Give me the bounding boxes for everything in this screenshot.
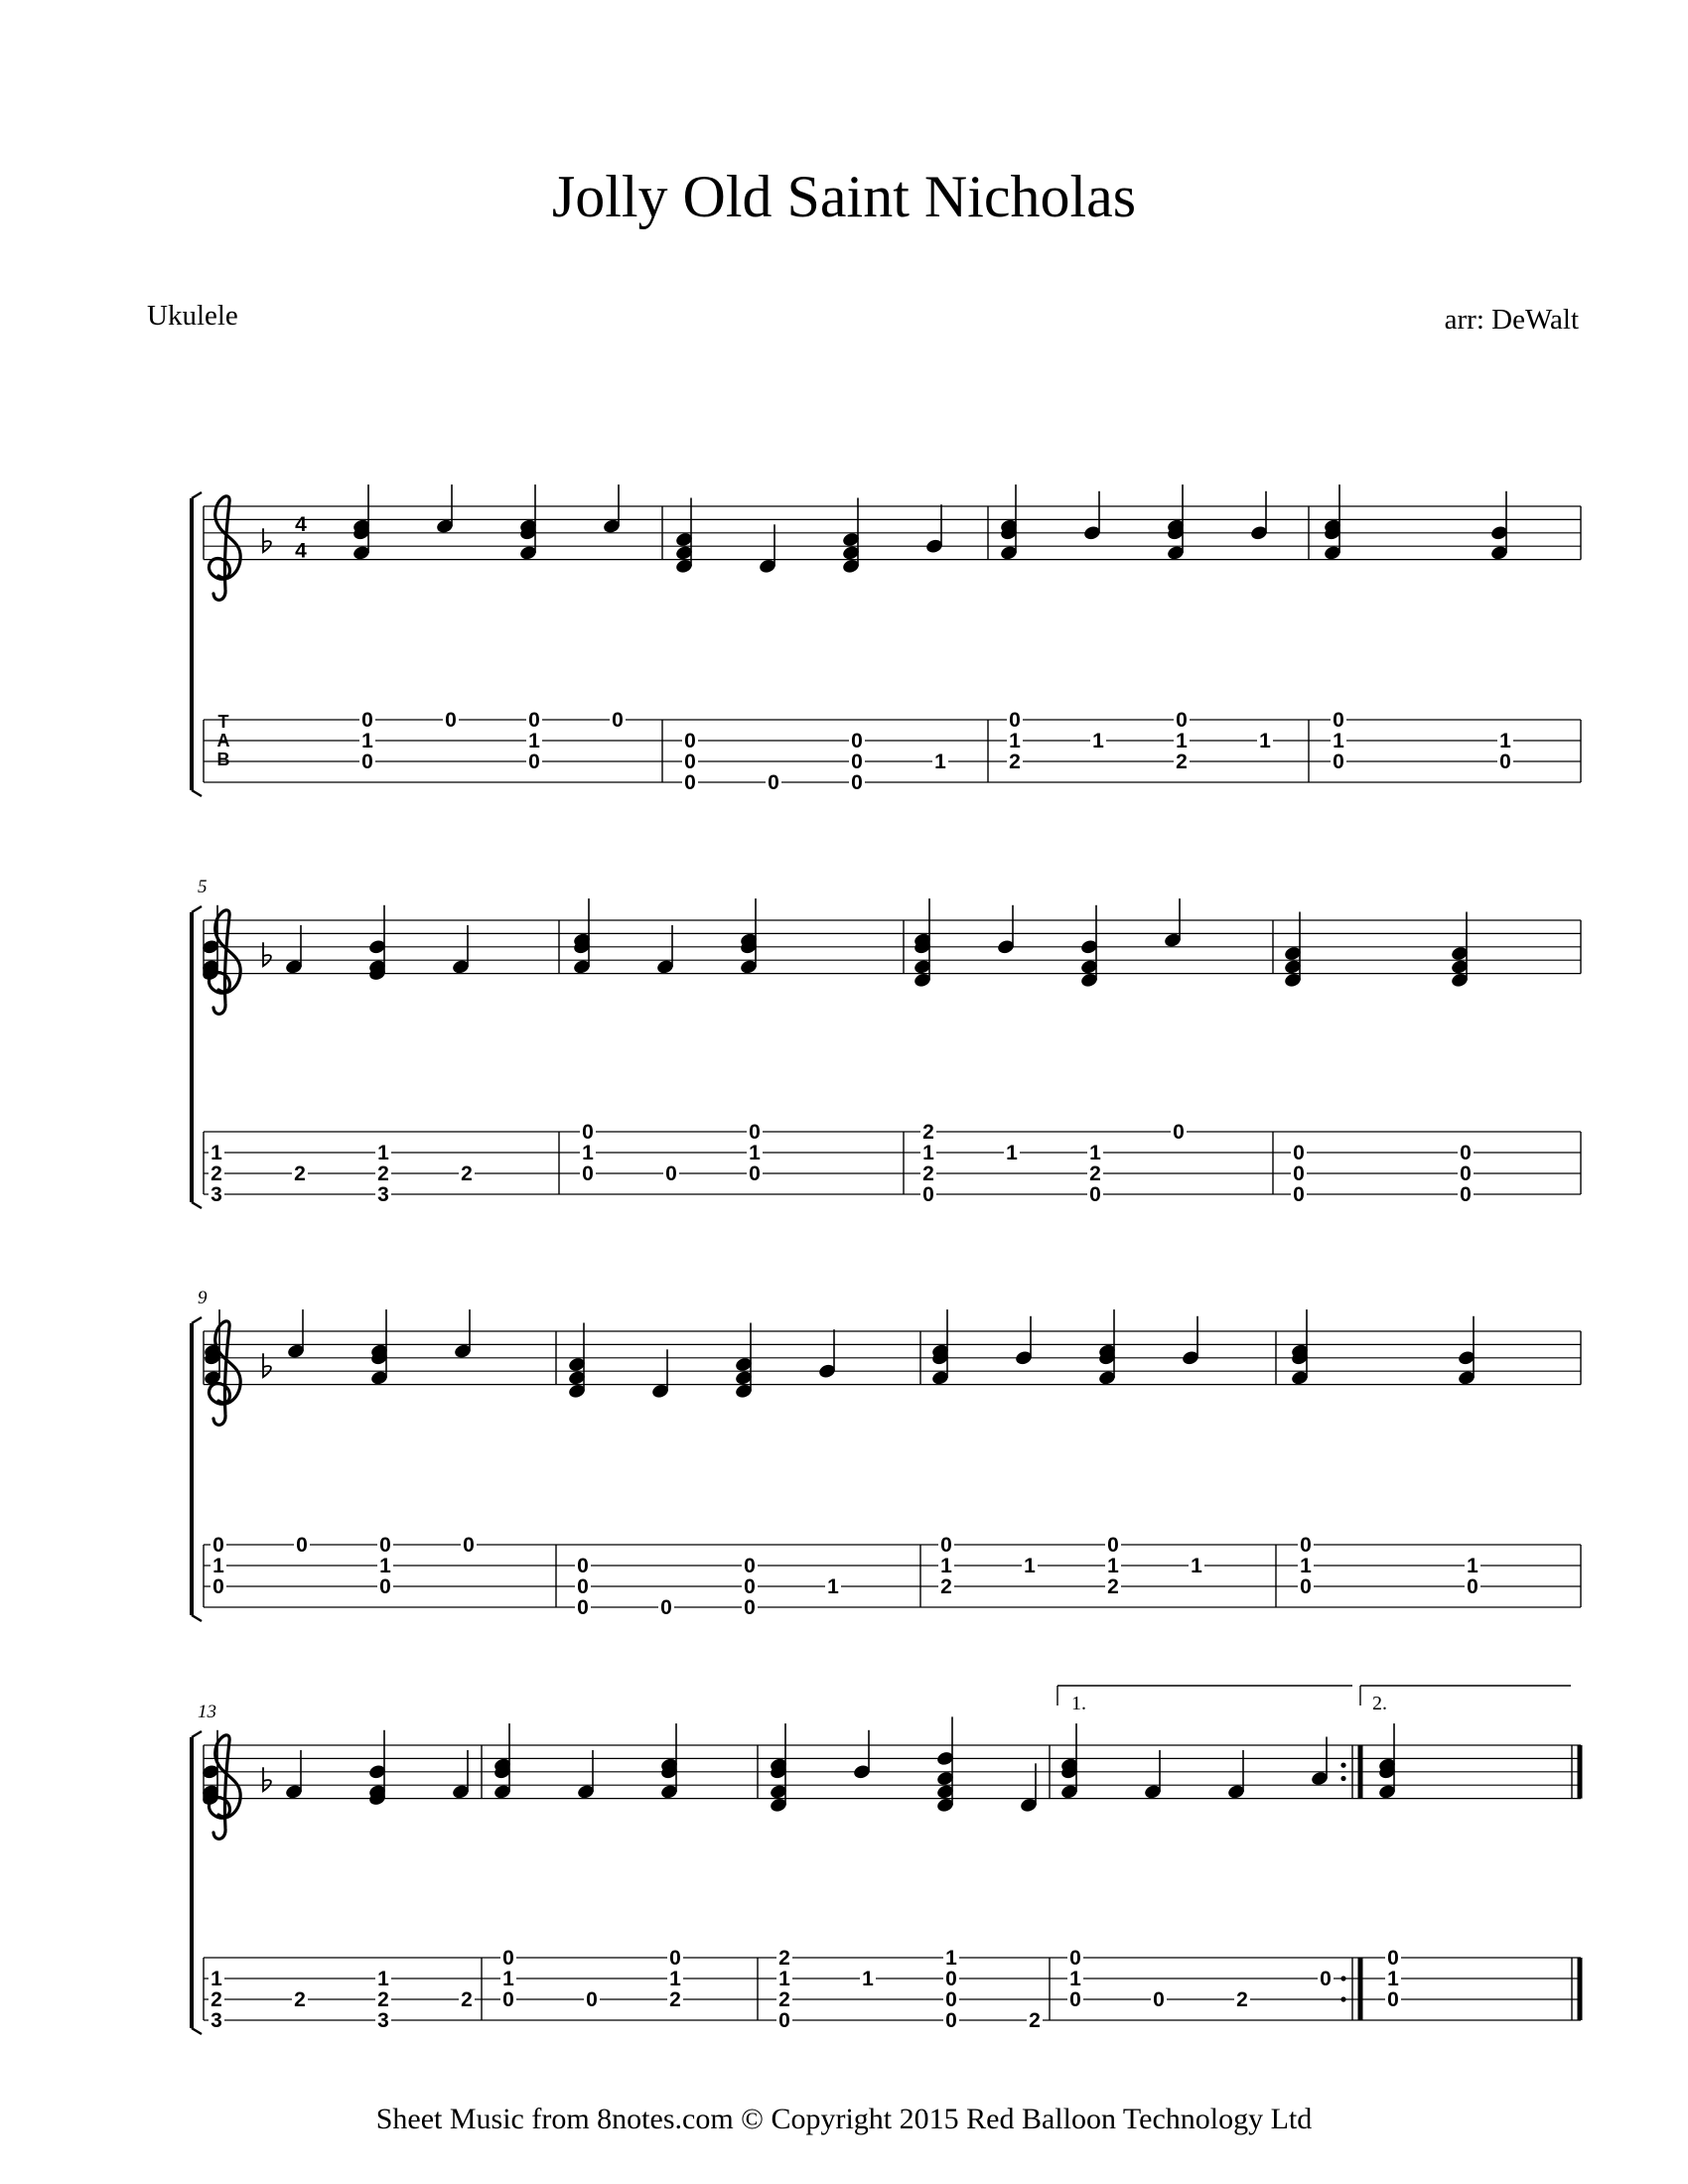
tab-fret-number: 2: [377, 1162, 389, 1185]
tab-fret-number: 0: [851, 771, 863, 794]
tab-clef-letter: B: [216, 750, 230, 769]
treble-clef-icon: [209, 496, 240, 601]
tab-fret-number: 1: [1499, 730, 1511, 752]
tab-fret-number: 2: [1089, 1162, 1101, 1185]
tab-fret-number: 0: [749, 1121, 761, 1144]
tab-fret-number: 0: [1107, 1534, 1119, 1557]
tab-fret-number: 1: [945, 1947, 957, 1970]
tab-fret-number: 0: [212, 1534, 224, 1557]
tab-fret-number: 1: [1092, 730, 1104, 752]
tab-fret-number: 0: [1176, 709, 1188, 732]
tab-fret-number: 0: [1293, 1142, 1305, 1164]
tab-fret-number: 2: [294, 1988, 306, 2011]
tab-fret-number: 1: [1009, 730, 1021, 752]
time-signature-bottom: 4: [295, 539, 307, 563]
tab-fret-number: 0: [1499, 751, 1511, 773]
tab-fret-number: 1: [502, 1968, 514, 1990]
tab-fret-number: 1: [377, 1968, 389, 1990]
tab-fret-number: 0: [1009, 709, 1021, 732]
tab-fret-number: 0: [1460, 1183, 1472, 1206]
instrument-label: Ukulele: [147, 300, 238, 332]
system-bracket: [192, 492, 202, 498]
tab-fret-number: 1: [940, 1555, 952, 1577]
tab-fret-number: 2: [461, 1162, 473, 1185]
tab-fret-number: 3: [377, 1183, 389, 1206]
tab-fret-number: 0: [502, 1947, 514, 1970]
tab-fret-number: 0: [528, 751, 540, 773]
tab-fret-number: 2: [778, 1947, 790, 1970]
tab-fret-number: 1: [922, 1142, 934, 1164]
tab-fret-number: 3: [211, 1183, 222, 1206]
tab-fret-number: 2: [922, 1162, 934, 1185]
tab-fret-number: 0: [945, 2009, 957, 2032]
key-signature-flat-icon: [263, 942, 271, 966]
tab-fret-number: 0: [851, 730, 863, 752]
tab-fret-number: 0: [1293, 1162, 1305, 1185]
system: [192, 1288, 1581, 1621]
system-bracket: [192, 906, 202, 912]
tab-fret-number: 2: [778, 1988, 790, 2011]
copyright-footer: Sheet Music from 8notes.com © Copyright 2015 Red Balloon Technology Ltd: [375, 2103, 1313, 2135]
tab-fret-number: 0: [1089, 1183, 1101, 1206]
tab-fret-number: 2: [1009, 751, 1021, 773]
tab-fret-number: 0: [577, 1555, 589, 1577]
tab-fret-number: 1: [669, 1968, 681, 1990]
tab-fret-number: 0: [684, 730, 696, 752]
tab-fret-number: 0: [744, 1575, 756, 1598]
tab-fret-number: 0: [296, 1534, 308, 1557]
tab-fret-number: 3: [211, 2009, 222, 2032]
tab-fret-number: 1: [211, 1968, 222, 1990]
tab-fret-number: 0: [582, 1121, 594, 1144]
tab-fret-number: 0: [1069, 1988, 1081, 2011]
tab-fret-number: 1: [1006, 1142, 1018, 1164]
tab-fret-number: 1: [1176, 730, 1188, 752]
tab-fret-number: 1: [1024, 1555, 1036, 1577]
tab-fret-number: 0: [445, 709, 457, 732]
tab-fret-number: 1: [582, 1142, 594, 1164]
tab-clef-letter: A: [216, 731, 230, 751]
tab-fret-number: 1: [1259, 730, 1271, 752]
tab-fret-number: 0: [1387, 1988, 1399, 2011]
tab-fret-number: 0: [1153, 1988, 1165, 2011]
tab-fret-number: 0: [379, 1534, 391, 1557]
tab-fret-number: 0: [1333, 751, 1344, 773]
tab-clef-letter: T: [217, 712, 229, 732]
system-bracket: [192, 1615, 202, 1621]
repeat-dot: [1340, 1776, 1345, 1781]
score-title: Jolly Old Saint Nicholas: [551, 164, 1137, 229]
tab-fret-number: 0: [577, 1575, 589, 1598]
tab-fret-number: 0: [940, 1534, 952, 1557]
tab-fret-number: 0: [1460, 1162, 1472, 1185]
measure-number: 9: [198, 1288, 208, 1308]
tab-fret-number: 0: [1173, 1121, 1185, 1144]
tab-fret-number: 0: [945, 1968, 957, 1990]
tab-fret-number: 0: [361, 709, 373, 732]
tab-fret-number: 0: [1467, 1575, 1478, 1598]
tab-fret-number: 1: [1069, 1968, 1081, 1990]
volta-label-1: 1.: [1071, 1693, 1086, 1714]
tab-fret-number: 1: [934, 751, 946, 773]
tab-fret-number: 2: [294, 1162, 306, 1185]
tab-fret-number: 2: [211, 1988, 222, 2011]
system-bracket: [192, 790, 202, 796]
tab-fret-number: 1: [379, 1555, 391, 1577]
tab-fret-number: 0: [1300, 1575, 1312, 1598]
system-bracket: [192, 1317, 202, 1323]
system: [192, 1686, 1581, 2034]
tab-fret-number: 0: [502, 1988, 514, 2011]
measure-number: 13: [198, 1702, 216, 1722]
tab-fret-number: 0: [684, 751, 696, 773]
tab-fret-number: 0: [1460, 1142, 1472, 1164]
tab-fret-number: 1: [1333, 730, 1344, 752]
tab-fret-number: 0: [665, 1162, 677, 1185]
tab-fret-number: 1: [212, 1555, 224, 1577]
tab-fret-number: 0: [463, 1534, 475, 1557]
tab-fret-number: 2: [1236, 1988, 1248, 2011]
tab-fret-number: 0: [528, 709, 540, 732]
tab-fret-number: 0: [945, 1988, 957, 2011]
system: [192, 877, 1581, 1208]
tab-fret-number: 2: [1107, 1575, 1119, 1598]
tab-fret-number: 1: [1089, 1142, 1101, 1164]
tab-fret-number: 1: [528, 730, 540, 752]
tab-fret-number: 1: [1300, 1555, 1312, 1577]
tab-fret-number: 0: [744, 1596, 756, 1619]
repeat-dot: [1340, 1976, 1345, 1980]
tab-fret-number: 0: [1293, 1183, 1305, 1206]
system: [192, 484, 1581, 796]
tab-fret-number: 0: [1333, 709, 1344, 732]
tab-fret-number: 1: [749, 1142, 761, 1164]
tab-fret-number: 2: [377, 1988, 389, 2011]
tab-fret-number: 0: [586, 1988, 598, 2011]
tab-fret-number: 1: [377, 1142, 389, 1164]
key-signature-flat-icon: [263, 1353, 271, 1377]
time-signature-top: 4: [295, 512, 307, 536]
tab-fret-number: 0: [212, 1575, 224, 1598]
system-bracket: [192, 2028, 202, 2034]
key-signature-flat-icon: [263, 528, 271, 552]
tab-fret-number: 0: [660, 1596, 672, 1619]
tab-fret-number: 0: [379, 1575, 391, 1598]
tab-fret-number: 2: [669, 1988, 681, 2011]
tab-fret-number: 0: [582, 1162, 594, 1185]
tab-fret-number: 2: [1029, 2009, 1041, 2032]
volta-label-2: 2.: [1372, 1693, 1387, 1714]
repeat-dot: [1340, 1763, 1345, 1768]
tab-fret-number: 0: [744, 1555, 756, 1577]
tab-fret-number: 0: [922, 1183, 934, 1206]
tab-fret-number: 0: [1387, 1947, 1399, 1970]
system-bracket: [192, 1731, 202, 1737]
tab-fret-number: 2: [1176, 751, 1188, 773]
tab-fret-number: 2: [922, 1121, 934, 1144]
tab-fret-number: 0: [361, 751, 373, 773]
repeat-dot: [1340, 1996, 1345, 2001]
tab-fret-number: 0: [851, 751, 863, 773]
tab-fret-number: 0: [577, 1596, 589, 1619]
tab-fret-number: 1: [1467, 1555, 1478, 1577]
tab-fret-number: 1: [1191, 1555, 1202, 1577]
tab-fret-number: 3: [377, 2009, 389, 2032]
tab-fret-number: 1: [1387, 1968, 1399, 1990]
arranger-credit: arr: DeWalt: [1444, 304, 1579, 336]
system-bracket: [192, 1202, 202, 1208]
measure-number: 5: [198, 877, 208, 897]
tab-fret-number: 1: [827, 1575, 839, 1598]
tab-fret-number: 2: [940, 1575, 952, 1598]
tab-fret-number: 0: [669, 1947, 681, 1970]
tab-fret-number: 0: [1069, 1947, 1081, 1970]
tab-fret-number: 1: [1107, 1555, 1119, 1577]
tab-fret-number: 1: [361, 730, 373, 752]
tab-fret-number: 0: [684, 771, 696, 794]
tab-fret-number: 1: [862, 1968, 874, 1990]
tab-fret-number: 2: [461, 1988, 473, 2011]
tab-fret-number: 0: [768, 771, 779, 794]
tab-fret-number: 1: [778, 1968, 790, 1990]
key-signature-flat-icon: [263, 1767, 271, 1791]
tab-fret-number: 2: [211, 1162, 222, 1185]
tab-fret-number: 0: [749, 1162, 761, 1185]
tab-fret-number: 0: [1300, 1534, 1312, 1557]
tab-fret-number: 0: [612, 709, 624, 732]
tab-fret-number: 0: [1320, 1968, 1332, 1990]
tab-fret-number: 0: [778, 2009, 790, 2032]
tab-fret-number: 1: [211, 1142, 222, 1164]
